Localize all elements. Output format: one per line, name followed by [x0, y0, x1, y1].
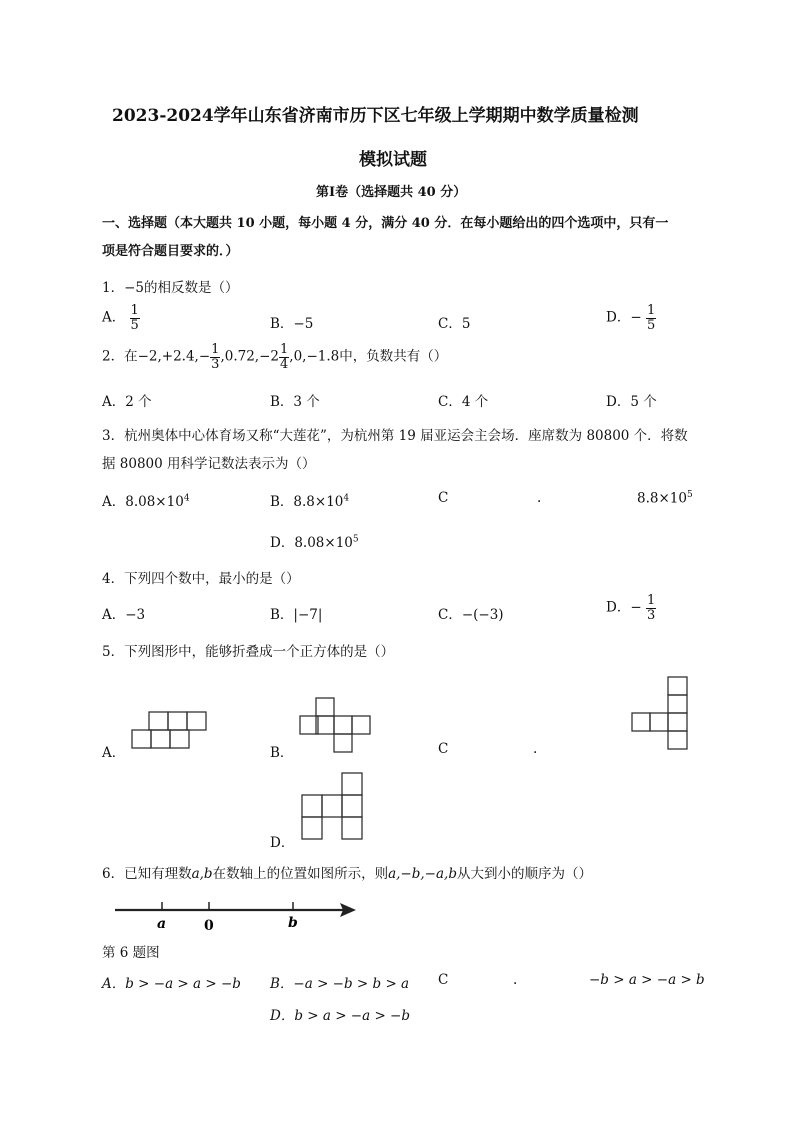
number-line-label-a: a: [157, 916, 167, 932]
q6-option-d: D．b > a > −a > −b: [270, 1008, 411, 1024]
q4-option-a: A．−3: [102, 607, 146, 623]
q5-option-c-label: C: [438, 741, 449, 757]
q1-option-a: [102, 304, 140, 332]
q1-stem: 1．−5的相反数是（）: [102, 280, 239, 296]
number-line-label-zero: 0: [204, 918, 214, 934]
q5-option-b-label: B．: [270, 745, 294, 761]
q5-option-c-dot: .: [533, 741, 538, 757]
q4-stem: 4．下列四个数中，最小的是（）: [102, 571, 300, 587]
q6-stem-vars2: a,−b,−a,b: [388, 866, 457, 882]
section-instructions-line1: 一、选择题（本大题共 10 小题，每小题 4 分，满分 40 分．在每小题给出的四个选项中，只有一: [102, 216, 669, 231]
q2-fraction-2: $\frac{1}{4}$: [280, 342, 289, 372]
q3-option-d-exp: 5: [352, 534, 359, 545]
q4-option-b-value: |−7|: [293, 607, 323, 623]
section-instructions-line2: 项是符合题目要求的．）: [102, 244, 239, 259]
q3-option-a-exp: 4: [183, 493, 190, 504]
q3-option-b: [270, 490, 349, 510]
q6-option-a: A．b > −a > a > −b: [102, 976, 241, 992]
q4-option-b: [270, 603, 322, 623]
q1-option-a-fraction: $\frac{1}{5}$: [130, 303, 139, 333]
q3-option-b-label: B．: [270, 494, 294, 510]
q1-option-d-label: D．−: [606, 309, 642, 326]
q4-option-d: [606, 594, 656, 622]
q6-stem-post: 从大到小的顺序为（）: [456, 866, 592, 882]
q3-option-c-exp: 5: [686, 490, 693, 500]
q3-option-b-base: 8.8×10: [293, 494, 344, 510]
q4-option-d-fraction: $\frac{1}{3}$: [646, 593, 656, 623]
q3-option-b-exp: 4: [343, 493, 350, 504]
part-header: 第Ⅰ卷（选择题共 40 分）: [316, 185, 467, 200]
q3-option-a-base: 8.08×10: [125, 494, 184, 510]
q3-option-d: [270, 531, 359, 551]
q3-option-a: [102, 490, 190, 510]
q2-option-c: C．4 个: [438, 394, 489, 410]
q2-option-b: B．3 个: [270, 394, 320, 410]
q3-stem-line2: 据 80800 用科学记数法表示为（）: [102, 456, 316, 472]
q2-stem: [102, 343, 447, 371]
q5-option-c-net-figure: [630, 675, 690, 753]
q2-stem-mid: ,0.72,−2: [220, 348, 279, 365]
q2-option-d: D．5 个: [606, 394, 657, 410]
q2-stem-post: ,0,−1.8中，负数共有（）: [289, 348, 448, 365]
document-title-line1: 2023-2024学年山东省济南市历下区七年级上学期期中数学质量检测: [112, 106, 639, 126]
number-line-label-b: b: [288, 915, 298, 931]
q2-fraction-1: $\frac{1}{3}$: [211, 342, 220, 372]
q6-option-c-value: −b > a > −a > b: [589, 972, 705, 988]
q6-option-b: B．−a > −b > b > a: [270, 976, 410, 992]
q4-option-d-label: D．−: [606, 599, 642, 616]
q1-option-d-fraction: $\frac{1}{5}$: [646, 303, 656, 333]
q1-option-d: [606, 304, 656, 332]
document-title-line2: 模拟试题: [359, 150, 427, 170]
q5-option-a-net-figure: [128, 705, 210, 749]
q5-stem: 5．下列图形中，能够折叠成一个正方体的是（）: [102, 644, 395, 660]
q3-option-d-base: 8.08×10: [294, 535, 353, 551]
q4-option-c: C．−(−3): [438, 607, 504, 623]
q6-figure-caption: 第 6 题图: [102, 945, 160, 961]
q5-option-a-label: A．: [102, 745, 126, 761]
q3-option-d-label: D．: [270, 535, 295, 551]
q3-option-c-value: [637, 490, 693, 507]
q2-option-a: A．2 个: [102, 394, 152, 410]
q6-stem-mid: 在数轴上的位置如图所示，则: [212, 866, 389, 882]
q3-stem-line1: 3．杭州奥体中心体育场又称“大莲花”，为杭州第 19 届亚运会主会场．座席数为 80800 个．将数: [102, 428, 688, 444]
q6-option-c-label: C: [438, 972, 449, 988]
q6-stem-pre: 6．已知有理数: [102, 866, 192, 882]
q6-option-c-dot: .: [513, 972, 518, 988]
q1-option-b: B．−5: [270, 316, 314, 332]
q6-stem-vars1: a,b: [191, 866, 213, 882]
q5-option-d-net-figure: [300, 771, 366, 843]
q2-stem-pre: 2．在−2,+2.4,−: [102, 348, 211, 365]
q3-option-c-dot: .: [537, 490, 542, 506]
q5-option-b-net-figure: [298, 696, 372, 760]
q5-option-d-label: D．: [270, 835, 295, 851]
q1-option-a-label: A．: [102, 309, 126, 326]
q6-stem: [102, 862, 592, 882]
q3-option-a-label: A．: [102, 494, 126, 510]
q6-number-line-figure: [112, 898, 362, 934]
q4-option-b-label: B．: [270, 607, 294, 623]
q3-option-c-label: C: [438, 490, 449, 506]
q1-option-c: C．5: [438, 316, 471, 332]
q3-option-c-base: 8.8×10: [637, 490, 687, 507]
